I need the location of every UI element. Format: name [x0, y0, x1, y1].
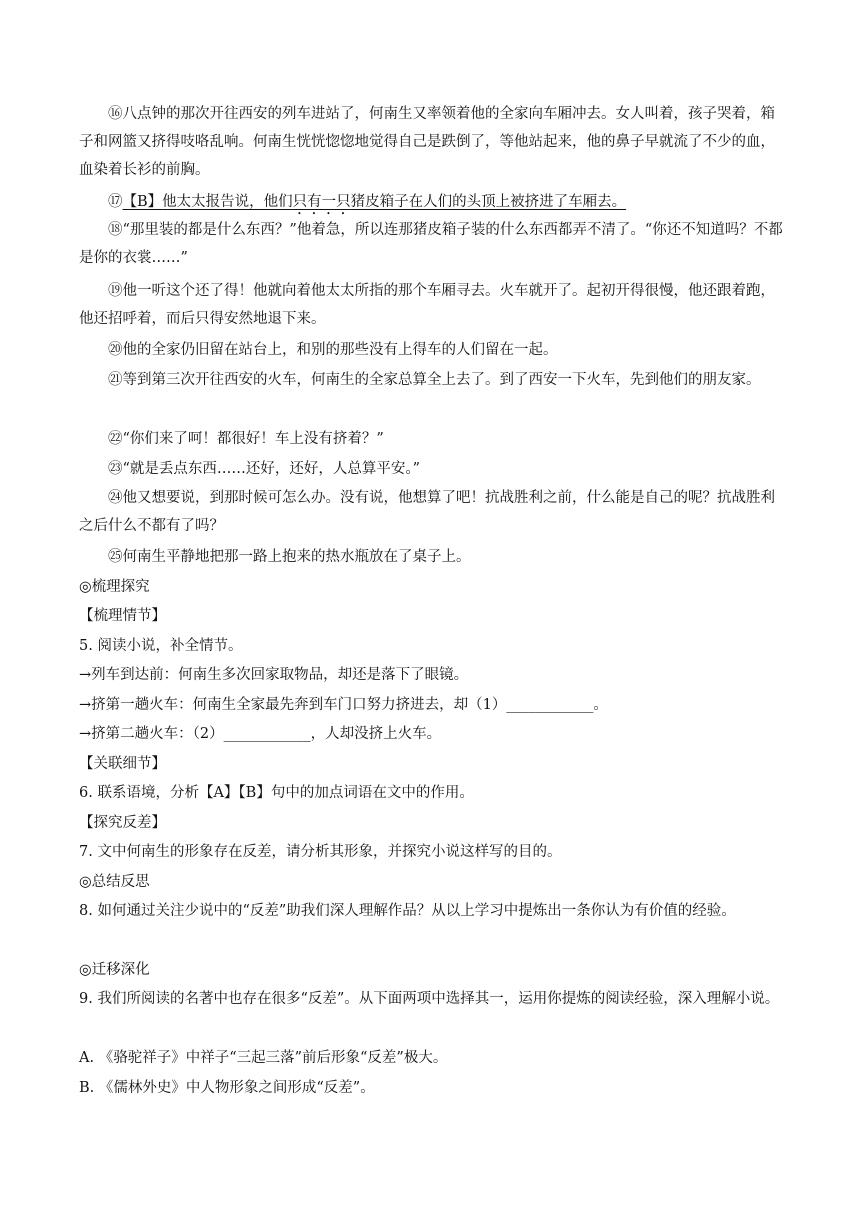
- heading-plot: 【梳理情节】: [79, 608, 166, 624]
- heading-contrast: 【探究反差】: [79, 815, 166, 831]
- question-5: 5. 阅读小说，补全情节。: [79, 638, 243, 654]
- paragraph-17-sentence-b: [123, 194, 627, 210]
- sentence-b-part2: 猪皮箱子在人们的头顶上被挤进了车厢去。: [350, 194, 627, 210]
- paragraph-19: ⑲他一听这个还了得！他就向着他太太所指的那个车厢寻去。火车就开了。起初开得很慢，他还跟着跑，他还招呼着，而后只得安然地退下来。: [79, 283, 775, 327]
- paragraph-22: ㉒“你们来了呵！都很好！车上没有挤着？”: [108, 431, 384, 447]
- paragraph-16: ⑯八点钟的那次开往西安的列车进站了，何南生又率领着他的全家向车厢冲去。女人叫着，孩子哭着，箱子和网篮又挤得吱咯乱响。何南生恍恍惚惚地觉得自己是跌倒了，等他站起来，他的鼻子早就流了不少的血，血染着长衫的前胸。: [79, 106, 775, 178]
- question-9: 9. 我们所阅读的名著中也存在很多“反差”。从下面两项中选择其一，运用你提炼的阅读经验，深入理解小说。: [79, 991, 780, 1007]
- paragraph-17: [79, 188, 783, 218]
- paragraph-24: ㉔他又想要说，到那时候可怎么办。没有说，他想算了吧！抗战胜利之前，什么能是自己的呢？抗战胜利之后什么不都有了吗？: [79, 490, 775, 534]
- paragraph-20: ⑳他的全家仍旧留在站台上，和别的那些没有上得车的人们留在一起。: [108, 342, 558, 358]
- question-5-line-2: →挤第一趟火车：何南生全家最先奔到车门口努力挤进去，却（1）____________。: [79, 697, 608, 713]
- marker-b: 【B】: [122, 194, 163, 210]
- paragraph-17-number: ⑰: [108, 194, 123, 210]
- paragraph-21: ㉑等到第三次开往西安的火车，何南生的全家总算全上去了。到了西安一下火车，先到他们的朋友家。: [108, 372, 761, 388]
- question-9-option-a: A. 《骆驼祥子》中祥子“三起三落”前后形象“反差”极大。: [79, 1050, 448, 1066]
- question-9-option-b: B. 《儒林外史》中人物形象之间形成“反差”。: [79, 1080, 375, 1096]
- question-7: 7. 文中何南生的形象存在反差，请分析其形象，并探究小说这样写的目的。: [79, 844, 562, 860]
- question-6: 6. 联系语境，分析【A】【B】句中的加点词语在文中的作用。: [79, 785, 474, 801]
- question-5-line-3: →挤第二趟火车：（2）____________，人却没挤上火车。: [79, 726, 442, 742]
- question-8: 8. 如何通过关注少说中的“反差”助我们深人理解作品？从以上学习中提炼出一条你认为有价值的经验。: [79, 903, 736, 919]
- paragraph-25: ㉕何南生平静地把那一路上抱来的热水瓶放在了桌子上。: [108, 549, 471, 565]
- dotted-words-b: 只有一只: [292, 194, 351, 210]
- paragraph-18: ⑱“那里装的都是什么东西？”他着急，所以连那猪皮箱子装的什么东西都弄不清了。“你还不知道吗？不都是你的衣裳……”: [79, 222, 783, 266]
- heading-detail: 【关联细节】: [79, 756, 166, 772]
- sentence-b-part1: 他太太报告说，他们: [162, 194, 293, 210]
- question-5-line-1: →列车到达前：何南生多次回家取物品，却还是落下了眼镜。: [79, 667, 469, 683]
- section-transfer: ◎迁移深化: [79, 962, 150, 978]
- section-reflect: ◎总结反思: [79, 874, 150, 890]
- paragraph-23: ㉓“就是丢点东西……还好，还好，人总算平安。”: [108, 461, 421, 477]
- section-combing: ◎梳理探究: [79, 579, 150, 595]
